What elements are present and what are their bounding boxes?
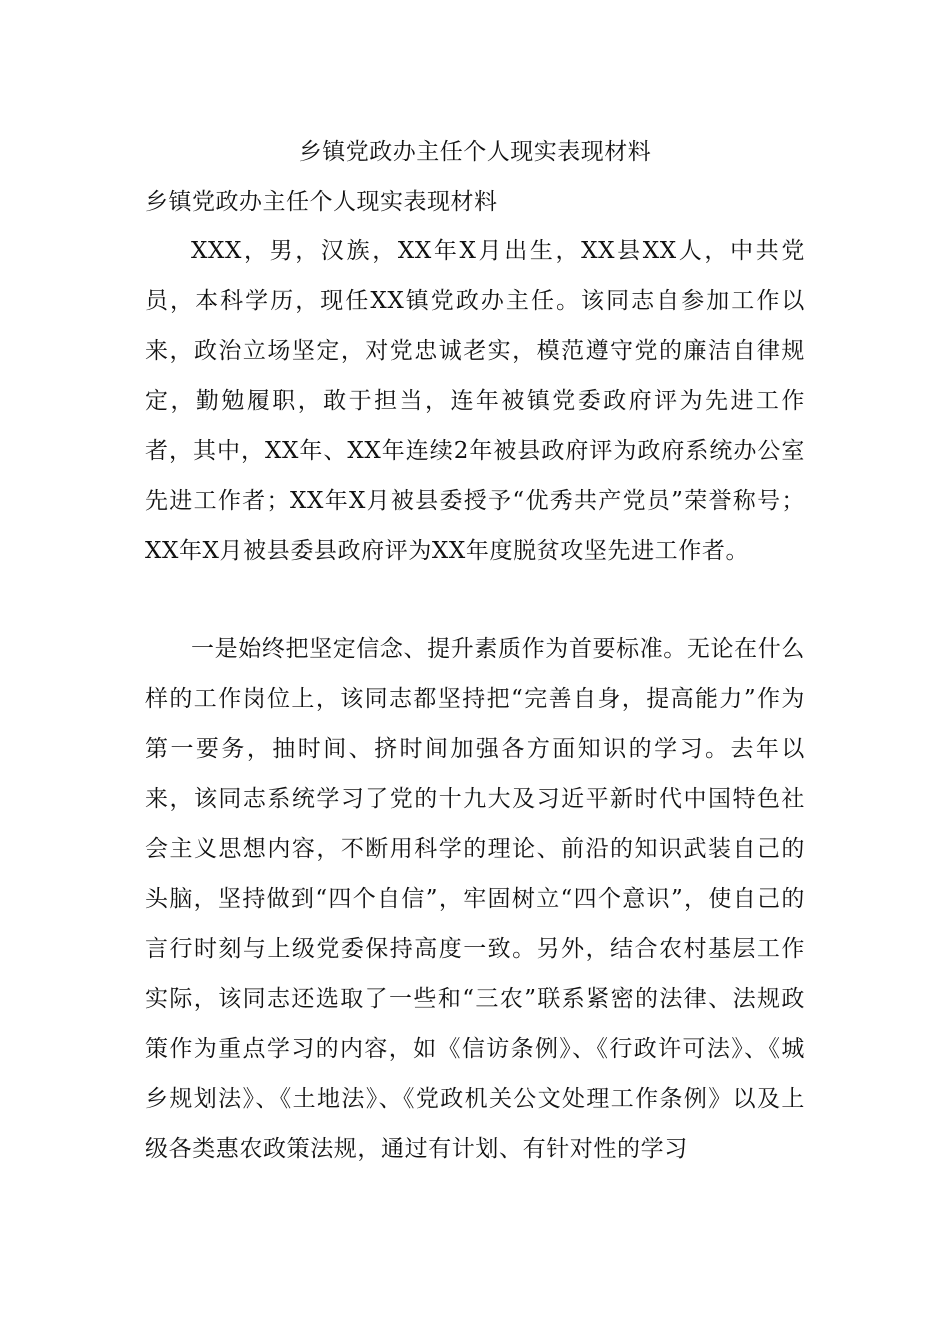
document-subtitle: 乡镇党政办主任个人现实表现材料	[145, 189, 498, 215]
paragraph-point-one: 一是始终把坚定信念、提升素质作为首要标准。无论在什么样的工作岗位上，该同志都坚持把“完善自身，提高能力”作为第一要务，抽时间、挤时间加强各方面知识的学习。去年以来，该同志系统学习了党的十九大及习近平新时代中国特色社会主义思想内容，不断用科学的理论、前沿的知识武装自己的头脑，坚持做到“四个自信”，牢固树立“四个意识”，使自己的言行时刻与上级党委保持高度一致。另外，结合农村基层工作实际，该同志还选取了一些和“三农”联系紧密的法律、法规政策作为重点学习的内容，如《信访条例》、《行政许可法》、《城乡规划法》、《土地法》、《党政机关公文处理工作条例》以及上级各类惠农政策法规，通过有计划、有针对性的学习	[145, 636, 805, 1162]
paragraph-profile: XXX，男，汉族，XX年X月出生，XX县XX人，中共党员，本科学历，现任XX镇党政办主任。该同志自参加工作以来，政治立场坚定，对党忠诚老实，模范遵守党的廉洁自律规定，勤勉履职，敢于担当，连年被镇党委政府评为先进工作者，其中，XX年、XX年连续2年被县政府评为政府系统办公室先进工作者；XX年X月被县委授予“优秀共产党员”荣誉称号；XX年X月被县委县政府评为XX年度脱贫攻坚先进工作者。	[145, 238, 805, 564]
document-title: 乡镇党政办主任个人现实表现材料	[298, 139, 652, 165]
